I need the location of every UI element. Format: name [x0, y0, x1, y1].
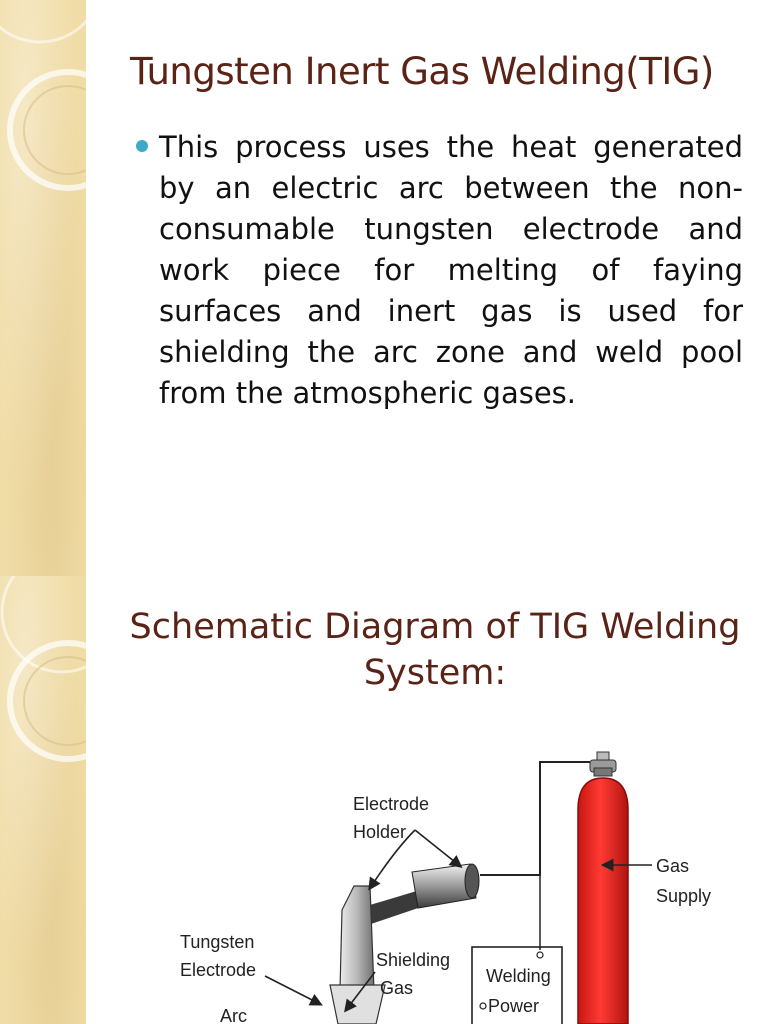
label-shielding-gas-1: Shielding — [376, 950, 451, 970]
diagram-title: Schematic Diagram of TIG Welding System: — [129, 607, 741, 693]
label-welding-power-1: Welding — [486, 966, 551, 986]
tig-schematic-diagram — [170, 740, 750, 1024]
bullet-text: This process uses the heat generated by an electric arc between the non-consumable tungsten electrode and work piece for melting of faying surfaces and inert gas is used for shielding the arc zone and weld pool from the atmospheric gases. — [159, 130, 743, 410]
slide-title: Tungsten Inert Gas Welding(TIG) — [130, 50, 714, 93]
electrode-holder — [360, 864, 479, 925]
label-gas-supply-2: Supply — [656, 886, 712, 906]
label-gas-supply-1: Gas — [656, 856, 690, 876]
label-shielding-gas-2: Gas — [380, 978, 414, 998]
label-electrode-holder-2: Holder — [353, 822, 407, 842]
decorative-side-strip-2 — [0, 576, 86, 1024]
label-electrode-holder-1: Electrode — [353, 794, 430, 814]
label-tungsten-electrode-2: Electrode — [180, 960, 257, 980]
label-arc: Arc — [220, 1006, 247, 1024]
label-welding-power-2: Power — [488, 996, 540, 1016]
gas-cylinder — [578, 752, 628, 1024]
label-tungsten-electrode-1: Tungsten — [180, 932, 255, 952]
decorative-side-strip — [0, 0, 86, 576]
bullet-icon — [136, 140, 148, 152]
